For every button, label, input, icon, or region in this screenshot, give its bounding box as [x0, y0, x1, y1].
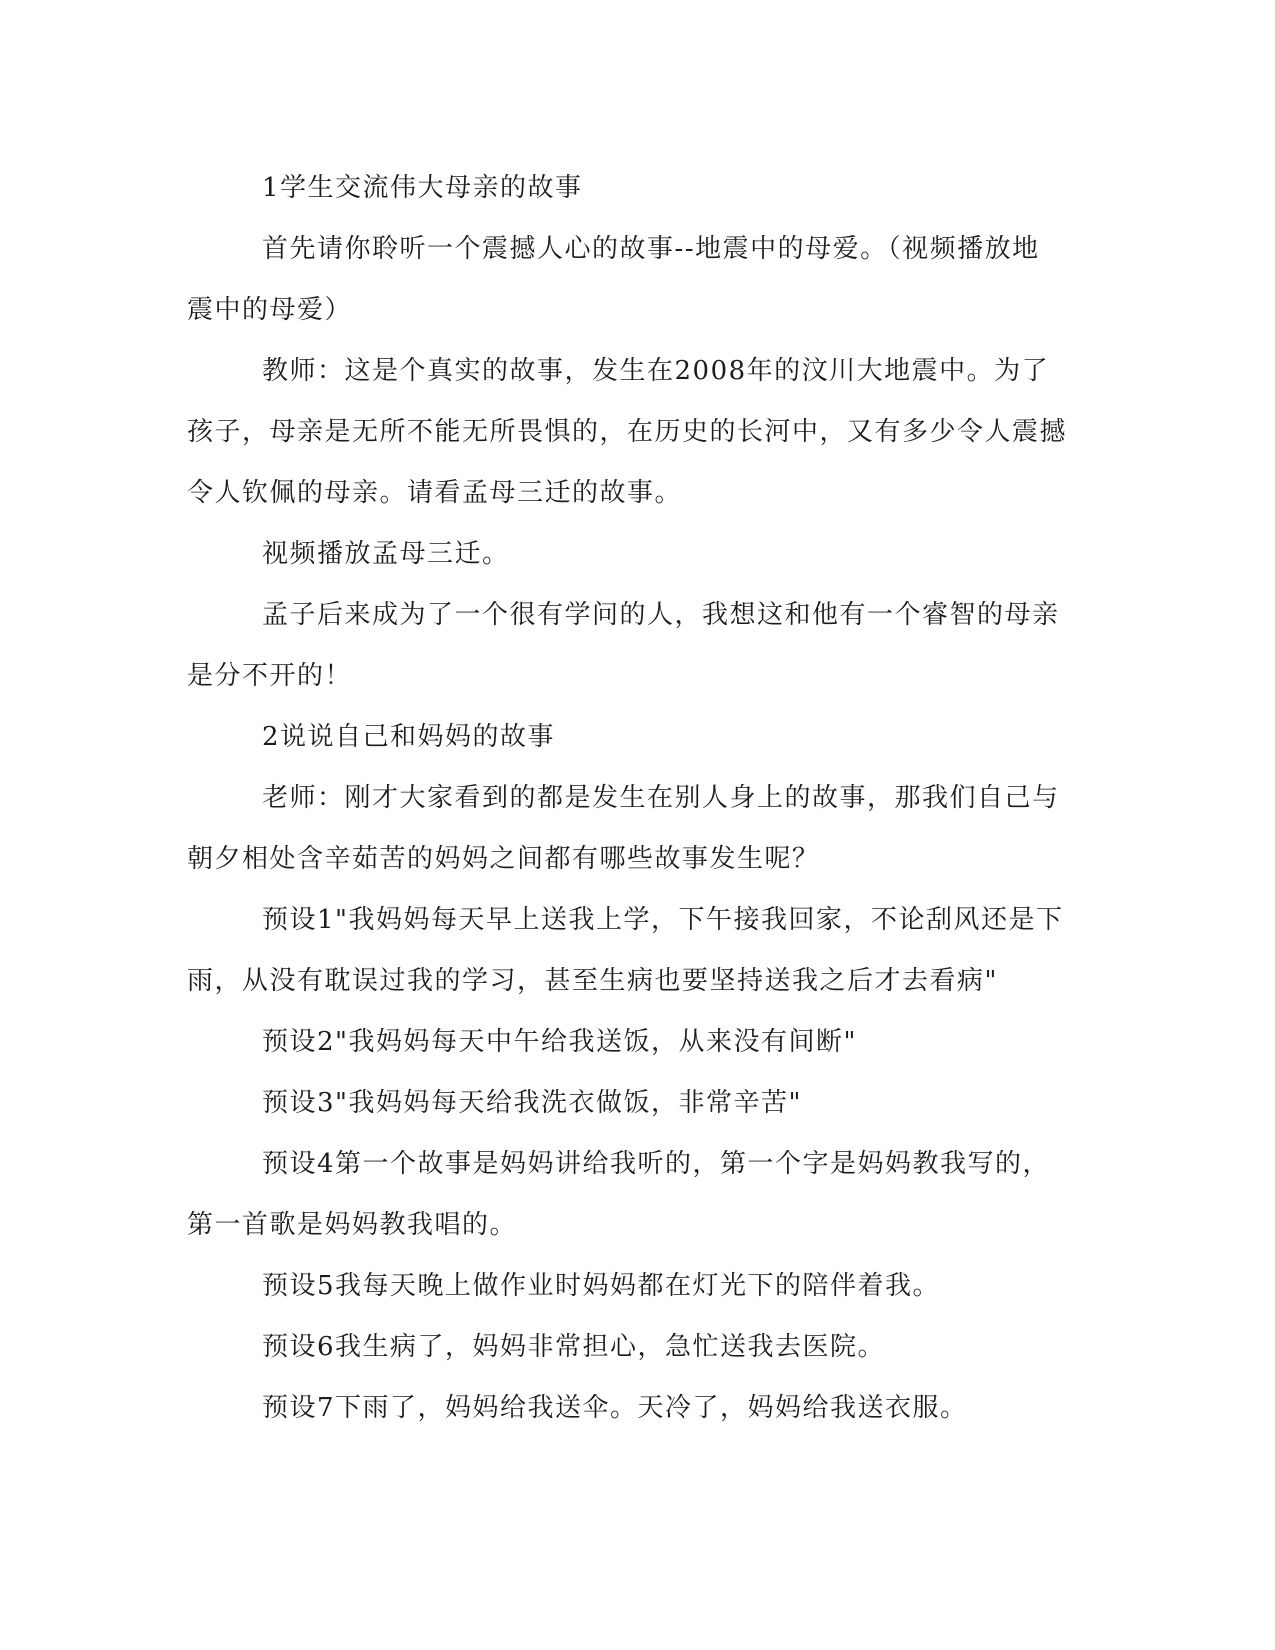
- paragraph-preset-4: 预设4第一个故事是妈妈讲给我听的，第一个字是妈妈教我写的，第一首歌是妈妈教我唱的。: [187, 1149, 1051, 1240]
- paragraph-teacher-intro: 教师：这是个真实的故事，发生在2008年的汶川大地震中。为了孩子，母亲是无所不能无所畏惧的，在历史的长河中，又有多少令人震撼令人钦佩的母亲。请看孟母三迁的故事。: [187, 356, 1068, 508]
- paragraph-preset-1: 预设1"我妈妈每天早上送我上学，下午接我回家，不论刮风还是下雨，从没有耽误过我的学习，甚至生病也要坚持送我之后才去看病": [187, 905, 1064, 996]
- paragraph-mencius: 孟子后来成为了一个很有学问的人，我想这和他有一个睿智的母亲是分不开的！: [187, 600, 1060, 691]
- paragraph-preset-7: 预设7下雨了，妈妈给我送伞。天冷了，妈妈给我送衣服。: [262, 1393, 968, 1423]
- paragraph-teacher-question: 老师：刚才大家看到的都是发生在别人身上的故事，那我们自己与朝夕相处含辛茹苦的妈妈之间都有哪些故事发生呢？: [187, 783, 1060, 874]
- document-body: [187, 158, 1067, 1439]
- paragraph-video-mengmu: 视频播放孟母三迁。: [262, 539, 510, 569]
- section-heading-2: 2说说自己和妈妈的故事: [262, 722, 556, 752]
- paragraph-preset-2: 预设2"我妈妈每天中午给我送饭，从来没有间断": [262, 1027, 857, 1057]
- paragraph-preset-5: 预设5我每天晚上做作业时妈妈都在灯光下的陪伴着我。: [262, 1271, 941, 1301]
- paragraph-preset-3: 预设3"我妈妈每天给我洗衣做饭，非常辛苦": [262, 1088, 802, 1118]
- paragraph-preset-6: 预设6我生病了，妈妈非常担心，急忙送我去医院。: [262, 1332, 886, 1362]
- section-heading-1: 1学生交流伟大母亲的故事: [262, 173, 583, 203]
- paragraph-earthquake-video: 首先请你聆听一个震撼人心的故事--地震中的母爱。（视频播放地震中的母爱）: [187, 234, 1040, 325]
